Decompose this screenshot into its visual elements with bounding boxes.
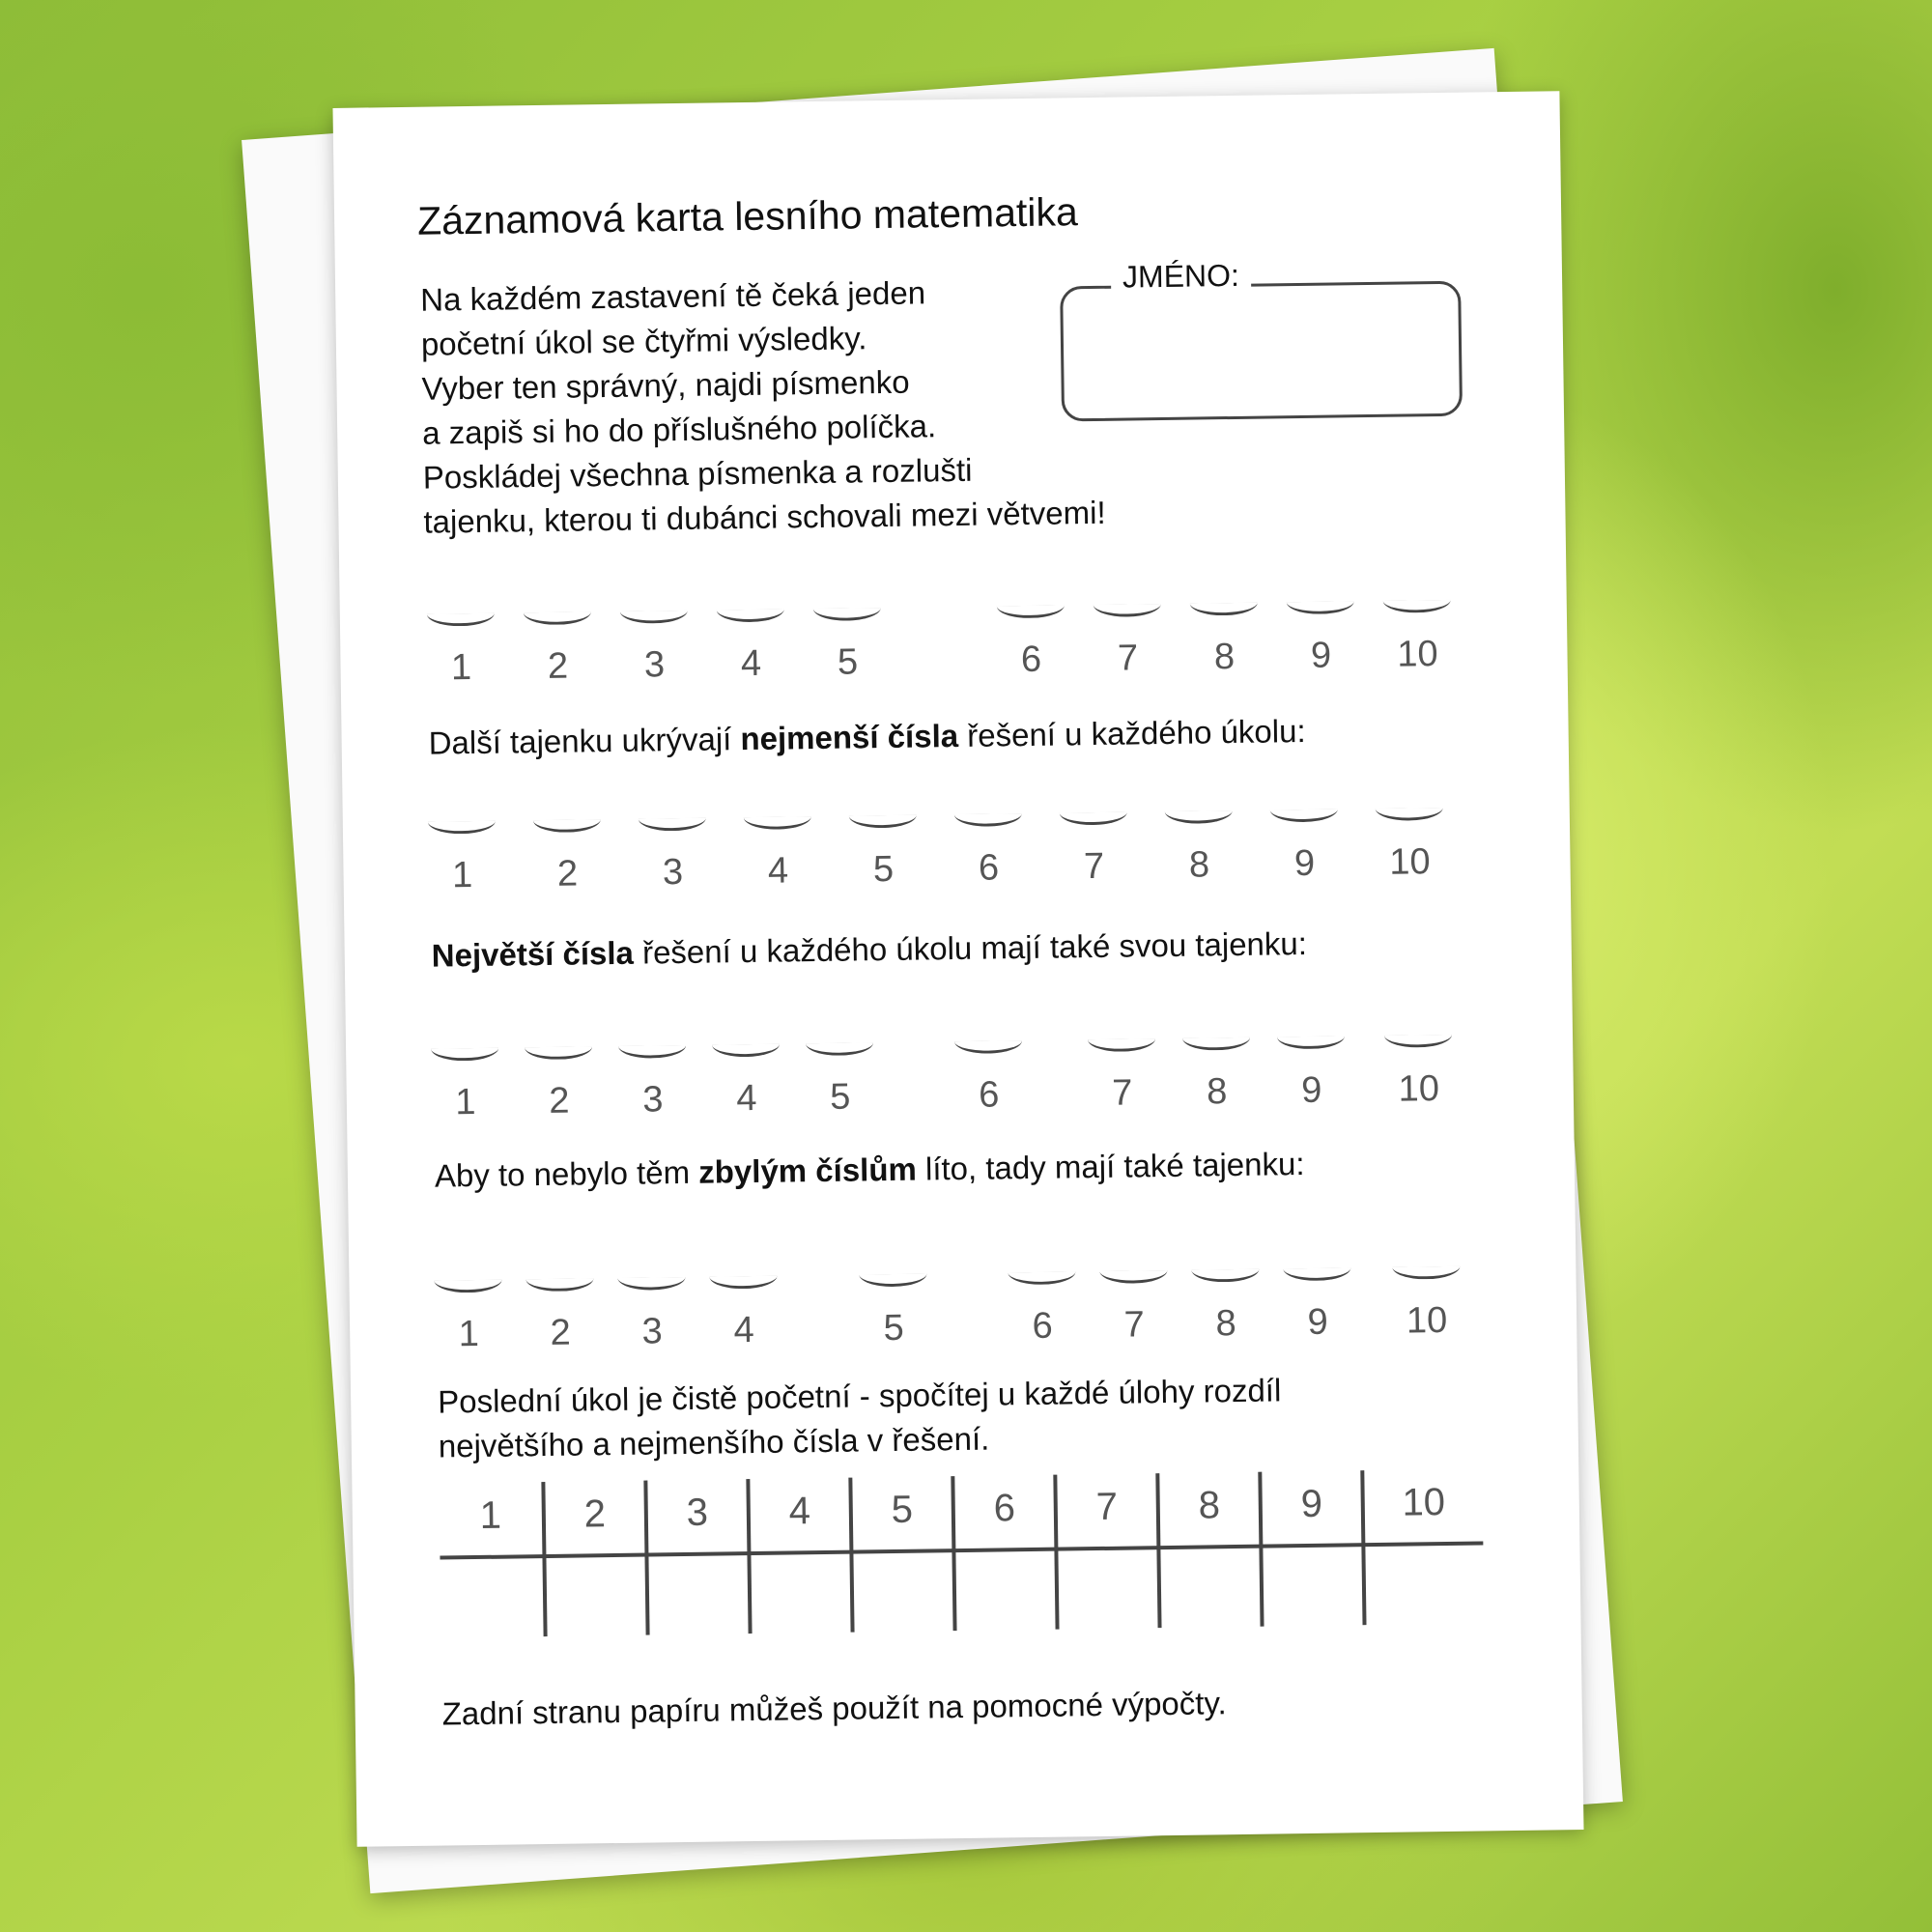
table-cell[interactable]: 4 bbox=[746, 1478, 850, 1634]
letter-slot[interactable]: 2 bbox=[524, 611, 592, 688]
record-card bbox=[332, 91, 1583, 1847]
letter-slot[interactable]: 3 bbox=[639, 818, 707, 895]
letter-slot[interactable]: 4 bbox=[709, 1276, 778, 1352]
section-difference-line: největšího a nejmenšího čísla v řešení. bbox=[438, 1420, 990, 1464]
table-cell[interactable]: 9 bbox=[1258, 1470, 1362, 1626]
section-smallest: Další tajenku ukrývají nejmenší čísla řešení u každého úkolu: bbox=[428, 712, 1306, 761]
instruction-line: Poskládej všechna písmenka a rozlušti bbox=[422, 451, 973, 496]
table-cell[interactable]: 8 bbox=[1155, 1472, 1260, 1628]
letter-slot[interactable]: 3 bbox=[620, 611, 689, 687]
section-largest: Největší čísla řešení u každého úkolu mají také svou tajenku: bbox=[431, 924, 1308, 974]
letter-slot[interactable]: 10 bbox=[1376, 808, 1444, 884]
letter-slot[interactable]: 8 bbox=[1165, 810, 1234, 887]
letter-slot[interactable]: 1 bbox=[431, 1048, 499, 1124]
footer-note: Zadní stranu papíru můžeš použít na pomocné výpočty. bbox=[441, 1685, 1227, 1732]
letter-slot[interactable]: 4 bbox=[717, 609, 785, 685]
instruction-line: a zapiš si ho do příslušného políčka. bbox=[421, 408, 937, 451]
letter-slot[interactable]: 3 bbox=[617, 1277, 686, 1353]
section-remaining: Aby to nebylo těm zbylým číslům líto, tady mají také tajenku: bbox=[434, 1146, 1305, 1194]
letter-slot[interactable]: 4 bbox=[744, 816, 812, 893]
letter-slot[interactable]: 5 bbox=[806, 1042, 874, 1119]
instruction-line: Na každém zastavení tě čeká jeden bbox=[420, 274, 926, 318]
instruction-line: početní úkol se čtyřmi výsledky. bbox=[420, 320, 867, 362]
puzzle-row-main bbox=[340, 598, 1568, 702]
letter-slot[interactable]: 9 bbox=[1270, 810, 1339, 886]
letter-slot[interactable]: 7 bbox=[1088, 1038, 1156, 1115]
letter-slot[interactable]: 6 bbox=[1008, 1271, 1076, 1348]
puzzle-row-largest bbox=[346, 1033, 1574, 1137]
card-title: Záznamová karta lesního matematika bbox=[416, 189, 1079, 243]
instruction-line: Vyber ten správný, najdi písmenko bbox=[421, 363, 910, 407]
name-field[interactable] bbox=[1060, 257, 1463, 422]
instruction-line: tajenku, kterou ti dubánci schovali mezi větvemi! bbox=[423, 494, 1106, 540]
puzzle-row-smallest bbox=[343, 806, 1571, 910]
letter-slot[interactable]: 1 bbox=[434, 1280, 502, 1356]
letter-slot[interactable]: 9 bbox=[1277, 1036, 1346, 1112]
instructions bbox=[420, 269, 1106, 545]
section-difference-line: Poslední úkol je čistě početní - spočítej u každé úlohy rozdíl bbox=[437, 1372, 1282, 1420]
letter-slot[interactable]: 10 bbox=[1392, 1266, 1461, 1343]
puzzle-row-remaining bbox=[349, 1264, 1577, 1369]
letter-slot[interactable]: 5 bbox=[813, 608, 882, 684]
letter-slot[interactable]: 6 bbox=[997, 605, 1065, 681]
table-cell[interactable]: 3 bbox=[643, 1479, 748, 1634]
letter-slot[interactable]: 6 bbox=[954, 813, 1023, 890]
letter-slot[interactable]: 3 bbox=[618, 1045, 687, 1122]
letter-slot[interactable]: 6 bbox=[954, 1040, 1023, 1117]
letter-slot[interactable]: 1 bbox=[427, 613, 496, 690]
letter-slot[interactable]: 2 bbox=[533, 819, 602, 895]
letter-slot[interactable]: 2 bbox=[526, 1278, 594, 1354]
letter-slot[interactable]: 4 bbox=[712, 1044, 781, 1121]
table-cell[interactable]: 6 bbox=[951, 1475, 1055, 1631]
letter-slot[interactable]: 10 bbox=[1383, 600, 1452, 676]
section-difference bbox=[438, 1368, 1282, 1468]
letter-slot[interactable]: 7 bbox=[1099, 1270, 1168, 1347]
letter-slot[interactable]: 8 bbox=[1182, 1037, 1251, 1114]
table-cell[interactable]: 10 bbox=[1360, 1468, 1484, 1625]
letter-slot[interactable]: 2 bbox=[525, 1046, 593, 1122]
table-cell[interactable]: 5 bbox=[848, 1476, 952, 1632]
letter-slot[interactable]: 5 bbox=[849, 815, 918, 892]
letter-slot[interactable]: 9 bbox=[1287, 601, 1355, 677]
letter-slot[interactable]: 8 bbox=[1190, 603, 1259, 679]
letter-slot[interactable]: 9 bbox=[1283, 1267, 1351, 1344]
letter-slot[interactable]: 7 bbox=[1094, 604, 1162, 680]
difference-table bbox=[439, 1468, 1484, 1637]
letter-slot[interactable]: 8 bbox=[1191, 1269, 1260, 1346]
letter-slot[interactable]: 7 bbox=[1060, 812, 1128, 889]
table-cell[interactable]: 1 bbox=[479, 1493, 502, 1537]
letter-slot[interactable]: 10 bbox=[1384, 1035, 1453, 1111]
letter-slot[interactable]: 1 bbox=[428, 821, 497, 897]
table-cell[interactable]: 7 bbox=[1053, 1473, 1157, 1629]
table-cell[interactable]: 2 bbox=[541, 1481, 645, 1636]
letter-slot[interactable]: 5 bbox=[859, 1273, 927, 1350]
name-label: JMÉNO: bbox=[1111, 258, 1251, 296]
